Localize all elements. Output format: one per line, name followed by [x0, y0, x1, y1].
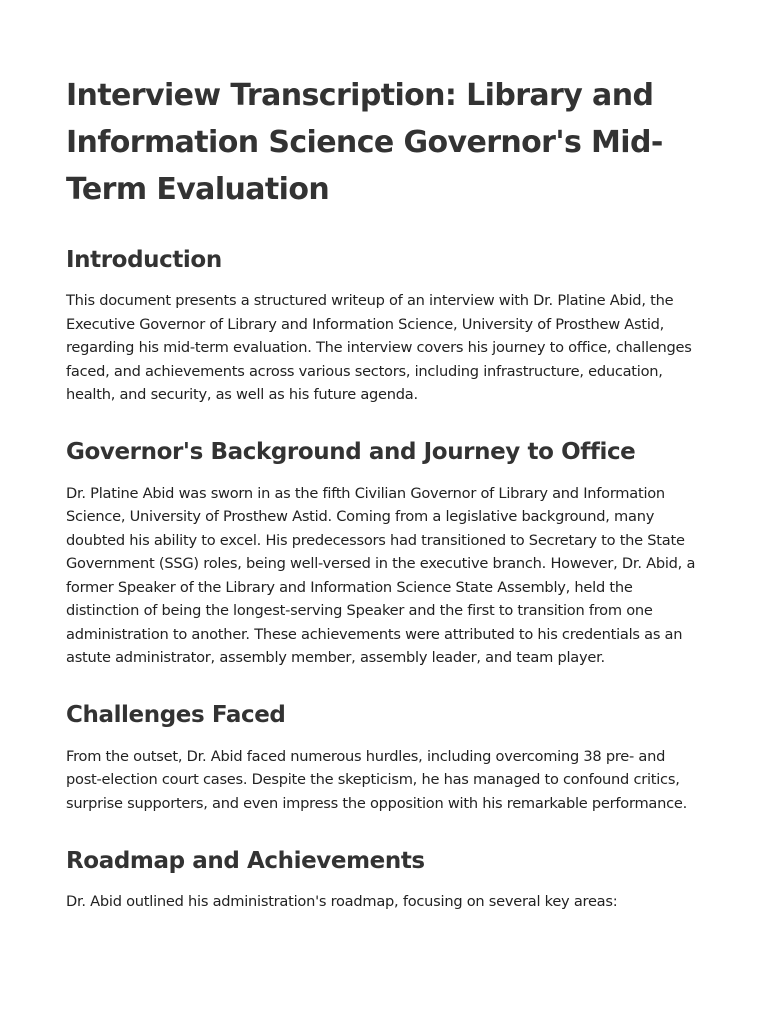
document-title: Interview Transcription: Library and Information Science Governor's Mid-Term Evaluation: [66, 78, 663, 207]
section-body-challenges: From the outset, Dr. Abid faced numerous hurdles, including overcoming 38 pre- and post-election court cases. Despite the skepticism, he has managed to confound critics, surprise supporters, and even impress the opposition with his remarkable performance.: [66, 747, 688, 812]
section-body-roadmap: Dr. Abid outlined his administration's roadmap, focusing on several key areas:: [66, 893, 618, 910]
section-heading-introduction: Introduction: [66, 247, 222, 273]
section-heading-roadmap: Roadmap and Achievements: [66, 848, 425, 874]
section-body-background: Dr. Platine Abid was sworn in as the fifth Civilian Governor of Library and Information Science, University of Prosthew Astid. Coming from a legislative background, many doubted his ability to excel. His predecessors had transitioned to Secretary to the State Government (SSG) roles, being well-versed in the executive branch. However, Dr. Abid, a former Speaker of the Library and Information Science State Assembly, held the distinction of being the longest-serving Speaker and the first to transition from one administration to another. These achievements were attributed to his credentials as an astute administrator, assembly member, assembly leader, and team player.: [66, 484, 696, 666]
section-heading-background: Governor's Background and Journey to Office: [66, 438, 636, 465]
section-body-introduction: This document presents a structured writeup of an interview with Dr. Platine Abid, the Executive Governor of Library and Information Science, University of Prosthew Astid, regarding his mid-term evaluation. The interview covers his journey to office, challenges faced, and achievements across various sectors, including infrastructure, education, health, and security, as well as his future agenda.: [66, 292, 692, 403]
section-heading-challenges: Challenges Faced: [66, 701, 286, 728]
